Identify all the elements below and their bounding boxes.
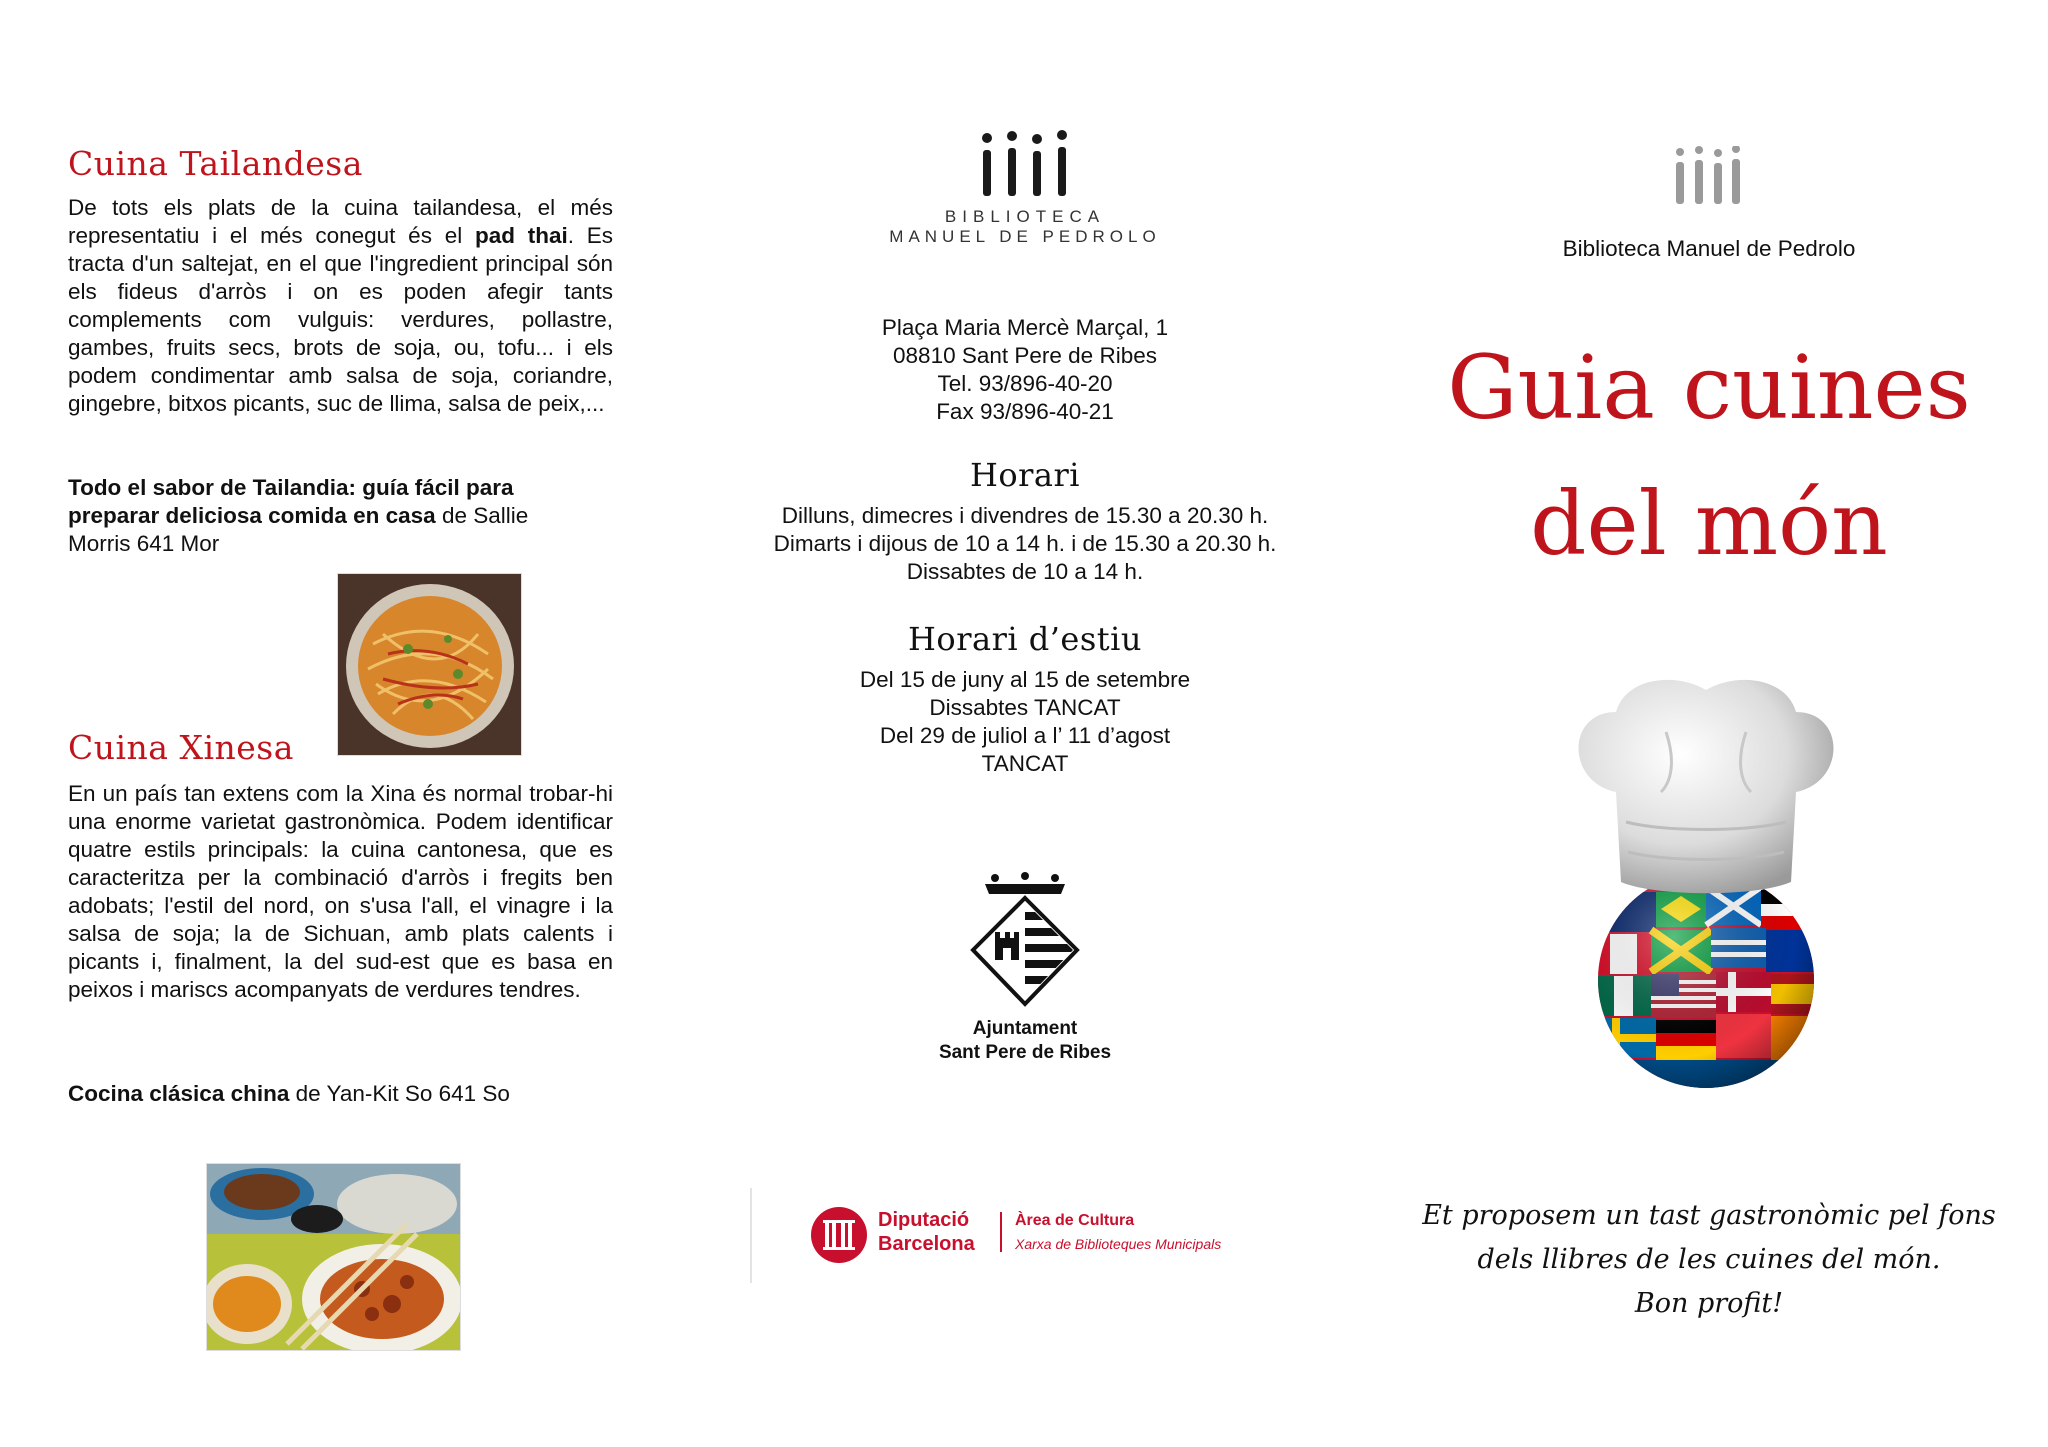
thai-book-title: Todo el sabor de Tailandia: guía fácil para preparar deliciosa comida en casa — [68, 475, 514, 528]
chinese-food-photo — [206, 1163, 461, 1351]
chinese-cuisine-paragraph: En un país tan extens com la Xina és normal trobar-hi una enorme varietat gastronòmica. Podem identificar quatre estils principals: la cuina cantonesa, que es caracteritza per la combinació d'arròs i fregits ben adobats; l'estil del nord, on s'usa l'all, el vinagre i la salsa de soja; la de Sichuan, amb plats calents i picants i, finalment, la del sud-est que es basa en peixos i mariscs acompanyats de verdures tendres. — [68, 781, 613, 1002]
summer-hours — [680, 620, 1370, 778]
right-panel — [1370, 0, 2048, 1447]
divider — [750, 1188, 752, 1283]
ajuntament-logo — [680, 872, 1370, 1065]
thai-paragraph-bold: pad thai — [474, 223, 568, 248]
library-figures-icon — [1672, 146, 1744, 208]
chef-hat-globe-icon — [1556, 672, 1856, 1092]
thai-paragraph-post: . Es tracta d'un saltejat, en el que l'ingredient principal són els fideus d'arròs i on es poden afegir tants complements com vulguis: verdures, pollastre, gambes, fruits secs, brots de soja, ou, tofu... i els podem condimentar amb salsa de soja, coriandre, gingebre, bitxos picants, suc de llima, salsa de peix,... — [68, 223, 613, 416]
hours-line: Dissabtes de 10 a 14 h. — [906, 559, 1144, 584]
opening-hours — [680, 456, 1370, 586]
tagline-line3: Bon profit! — [1634, 1288, 1784, 1319]
ajuntament-line2: Sant Pere de Ribes — [938, 1042, 1112, 1063]
ajuntament-line1: Ajuntament — [972, 1018, 1078, 1039]
summer-hours-line: TANCAT — [981, 751, 1069, 776]
address-street: Plaça Maria Mercè Marçal, 1 — [881, 315, 1169, 340]
left-panel — [0, 0, 680, 1447]
address-fax: Fax 93/896-40-21 — [936, 399, 1114, 424]
hours-line: Dimarts i dijous de 10 a 14 h. i de 15.30 a 20.30 h. — [773, 531, 1277, 556]
diputacio-network: Xarxa de Biblioteques Municipals — [1015, 1236, 1222, 1252]
tagline — [1370, 1194, 2048, 1326]
library-name: Biblioteca Manuel de Pedrolo — [1562, 236, 1856, 261]
opening-hours-title: Horari — [969, 456, 1081, 494]
summer-hours-line: Dissabtes TANCAT — [929, 695, 1121, 720]
address-phone: Tel. 93/896-40-20 — [937, 371, 1113, 396]
diputacio-area: Àrea de Cultura — [1015, 1212, 1135, 1229]
library-figures-icon — [975, 130, 1075, 202]
summer-hours-title: Horari d’estiu — [908, 620, 1142, 658]
chinese-cuisine-title: Cuina Xinesa — [68, 728, 294, 767]
library-address — [680, 314, 1370, 426]
chinese-book-title: Cocina clásica china — [68, 1081, 290, 1106]
diputacio-separator — [1000, 1212, 1002, 1252]
diputacio-name-line2: Barcelona — [878, 1233, 975, 1255]
pad-thai-photo — [337, 573, 522, 756]
address-city: 08810 Sant Pere de Ribes — [893, 343, 1157, 368]
diputacio-seal-icon — [810, 1206, 868, 1264]
tagline-line2: dels llibres de les cuines del món. — [1477, 1244, 1941, 1275]
diputacio-logo — [810, 1200, 1310, 1270]
diputacio-name-line1: Diputació — [878, 1209, 970, 1231]
library-wordmark-line2: MANUEL DE PEDROLO — [889, 227, 1161, 246]
library-wordmark-line1: BIBLIOTECA — [944, 207, 1106, 226]
chinese-book-reference — [68, 1080, 613, 1108]
thai-book-author: de Sallie Morris 641 Mor — [68, 503, 529, 556]
thai-paragraph-pre: De tots els plats de la cuina tailandesa, el més representatiu i el més conegut és el — [68, 195, 613, 248]
summer-hours-line: Del 29 de juliol a l’ 11 d’agost — [879, 723, 1171, 748]
hours-line: Dilluns, dimecres i divendres de 15.30 a 20.30 h. — [781, 503, 1269, 528]
thai-book-reference — [68, 474, 588, 558]
middle-panel — [680, 0, 1370, 1447]
guide-title-line1: Guia cuines — [1447, 336, 1971, 439]
chinese-book-author: de Yan-Kit So 641 So — [289, 1081, 510, 1106]
thai-cuisine-title: Cuina Tailandesa — [68, 144, 363, 183]
coat-of-arms-icon — [965, 872, 1085, 1012]
library-logo — [680, 130, 1370, 247]
guide-title-line2: del món — [1530, 472, 1888, 575]
thai-cuisine-paragraph — [68, 194, 613, 418]
tagline-line1: Et proposem un tast gastronòmic pel fons — [1422, 1200, 1996, 1231]
summer-hours-line: Del 15 de juny al 15 de setembre — [859, 667, 1191, 692]
